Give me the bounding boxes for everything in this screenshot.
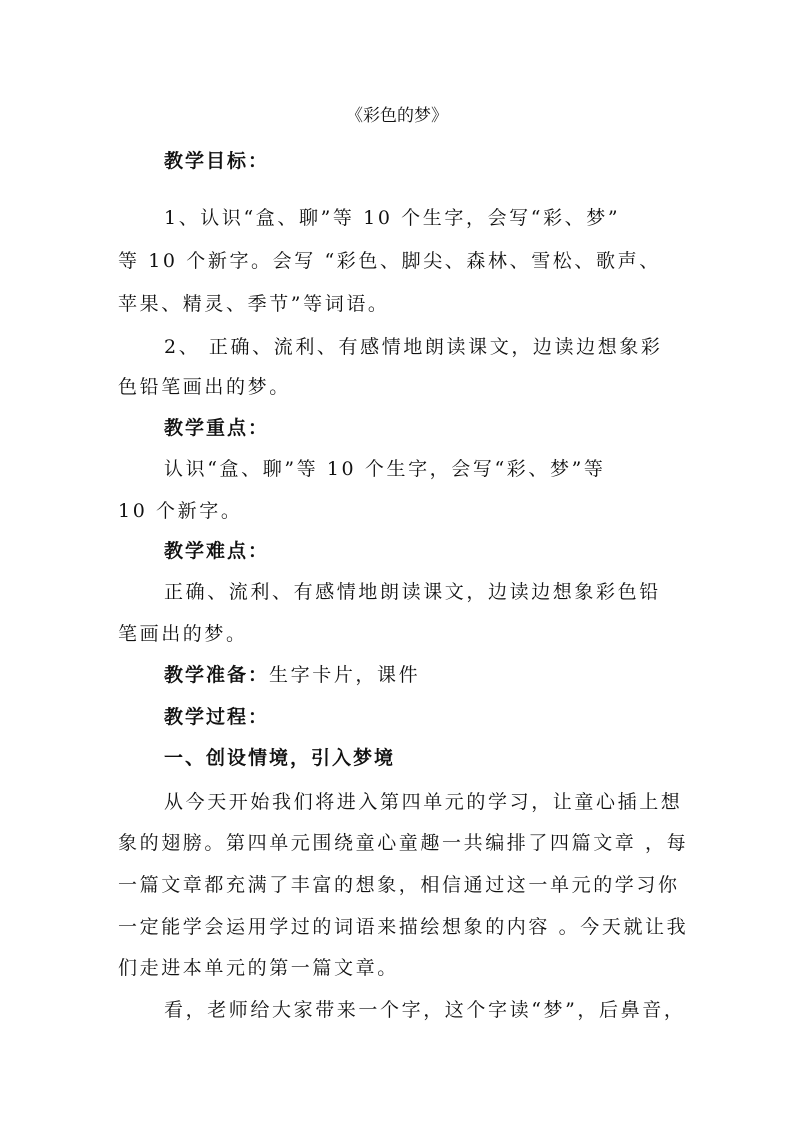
paragraph-line: 从今天开始我们将进入第四单元的学习，让童心插上想: [164, 791, 683, 813]
section-heading-objectives: 教学目标：: [164, 150, 270, 172]
paragraph-line: 2、 正确、流利、有感情地朗读课文，边读边想象彩: [164, 336, 663, 358]
section-heading-key-points: 教学重点：: [164, 417, 270, 439]
section-heading-difficulties: 教学难点：: [164, 540, 270, 562]
subsection-heading: 一、创设情境，引入梦境: [164, 747, 396, 769]
paragraph-line: 看，老师给大家带来一个字，这个字读“梦”，后鼻音，: [164, 999, 686, 1021]
paragraph-line: 认识“盒、聊”等 10 个生字，会写“彩、梦”等: [164, 458, 606, 480]
paragraph-line: 10 个新字。: [118, 500, 243, 522]
preparation-label: 教学准备：: [164, 664, 270, 686]
paragraph-line: 一篇文章都充满了丰富的想象，相信通过这一单元的学习你: [118, 874, 680, 896]
document-title: 《彩色的梦》: [346, 106, 448, 126]
paragraph-line: 们走进本单元的第一篇文章。: [118, 957, 399, 979]
paragraph-line: 等 10 个新字。会写 “彩色、脚尖、森林、雪松、歌声、: [118, 250, 661, 272]
preparation-line: [164, 662, 420, 688]
paragraph-line: 象的翅膀。第四单元围绕童心童趣一共编排了四篇文章 ，每: [118, 832, 689, 854]
paragraph-line: 色铅笔画出的梦。: [118, 376, 291, 398]
section-heading-process: 教学过程：: [164, 706, 270, 728]
paragraph-line: 笔画出的梦。: [118, 623, 248, 645]
paragraph-line: 一定能学会运用学过的词语来描绘想象的内容 。今天就让我: [118, 916, 689, 938]
paragraph-line: 1、认识“盒、聊”等 10 个生字，会写“彩、梦”: [164, 207, 621, 229]
paragraph-line: 正确、流利、有感情地朗读课文，边读边想象彩色铅: [164, 581, 661, 603]
preparation-text: 生字卡片，课件: [269, 664, 421, 686]
paragraph-line: 苹果、精灵、季节”等词语。: [118, 293, 390, 315]
